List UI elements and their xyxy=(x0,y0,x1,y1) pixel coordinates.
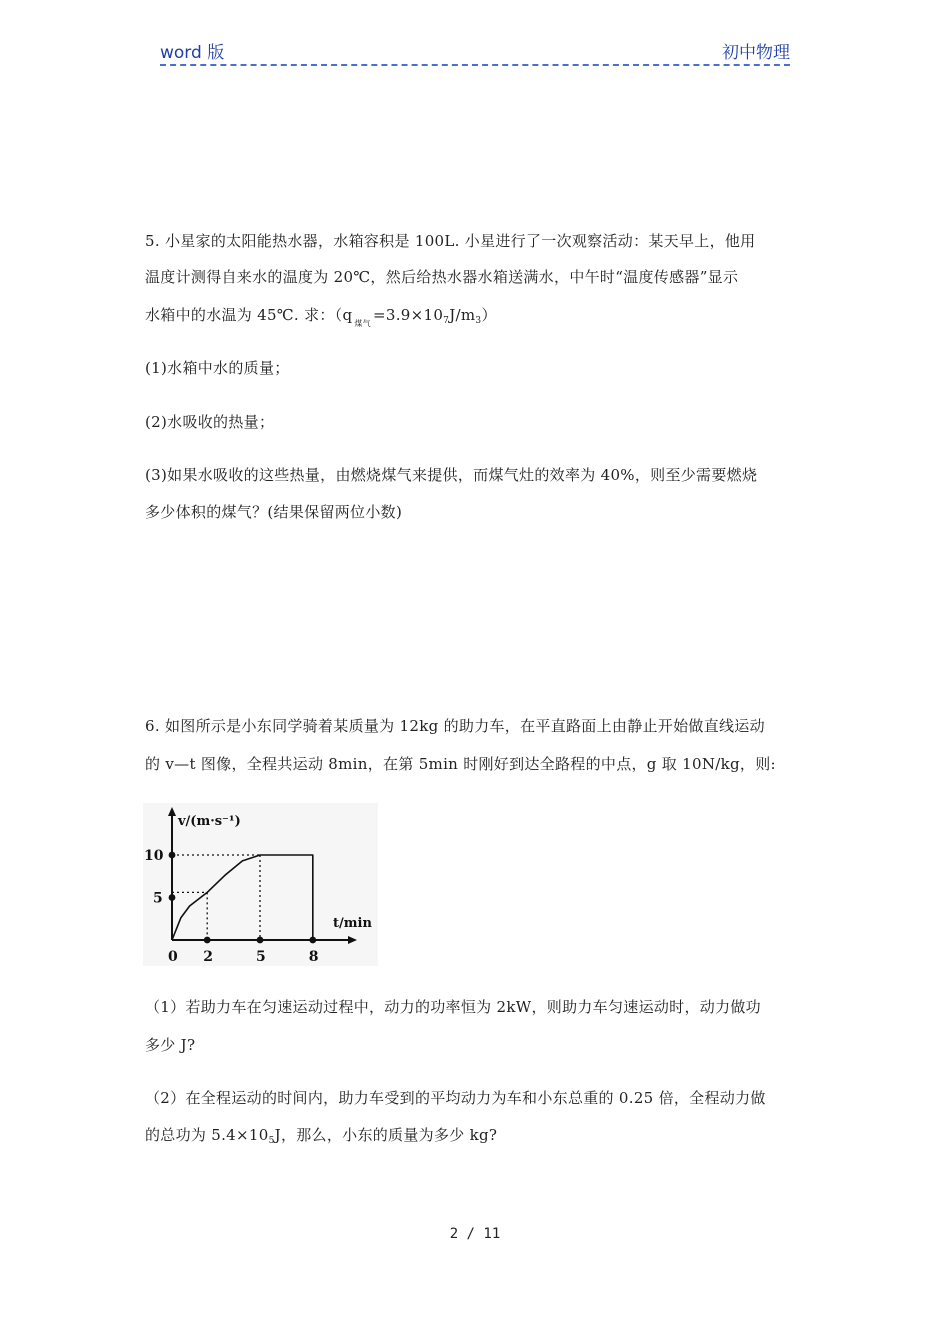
q5-exponent-3: 3 xyxy=(475,316,482,326)
q5-part-1: (1)水箱中水的质量； xyxy=(145,359,290,377)
q6-part-2-line-2-b: J，那么，小东的质量为多少 kg? xyxy=(274,1126,498,1144)
speed-series-line xyxy=(172,855,313,940)
x-tick-label-8: 8 xyxy=(308,949,319,965)
q5-part-3-line-2: 多少体积的煤气？(结果保留两位小数) xyxy=(145,503,403,521)
y-axis-arrow xyxy=(168,807,176,816)
q5-part-3-line-1: (3)如果水吸收的这些热量，由燃烧煤气来提供，而煤气灶的效率为 40%，则至少需要燃烧 xyxy=(145,466,758,484)
q5-part-2: (2)水吸收的热量； xyxy=(145,413,275,431)
q6-part-2-line-1: （2）在全程运动的时间内，助力车受到的平均动力为车和小东总重的 0.25 倍，全程动力做 xyxy=(145,1089,766,1107)
marked-point-3 xyxy=(257,937,264,944)
q6-line-1: 6. 如图所示是小东同学骑着某质量为 12kg 的助力车，在平直路面上由静止开始做直线运动 xyxy=(145,717,765,735)
q5-line-1: 5. 小星家的太阳能热水器，水箱容积是 100L. 小星进行了一次观察活动：某天早上，他用 xyxy=(145,232,756,250)
header-word-version: word 版 xyxy=(160,43,225,63)
marked-point-0 xyxy=(169,894,176,901)
q5-line-2: 温度计测得自来水的温度为 20℃，然后给热水器水箱送满水，中午时“温度传感器”显示 xyxy=(145,268,739,286)
q6-part-1-line-2: 多少 J? xyxy=(145,1036,196,1054)
x-tick-label-0: 0 xyxy=(168,949,178,965)
header-subject: 初中物理 xyxy=(722,43,790,63)
x-axis-label: t/min xyxy=(333,916,372,931)
page-number: 2 / 11 xyxy=(449,1226,501,1242)
page-header xyxy=(160,38,790,66)
q6-exponent-5: 5 xyxy=(268,1136,275,1146)
y-tick-label-10: 10 xyxy=(144,848,164,864)
marked-point-2 xyxy=(204,937,211,944)
marked-point-4 xyxy=(309,937,316,944)
y-axis-label: v/(m·s⁻¹) xyxy=(178,814,241,829)
q5-line-3-d: ） xyxy=(481,306,497,324)
y-tick-label-5: 5 xyxy=(153,890,163,907)
x-tick-label-2: 2 xyxy=(203,949,213,965)
vt-chart-svg xyxy=(143,803,378,966)
vt-chart xyxy=(143,803,378,966)
q6-part-2-line-2-a: 的总功为 5.4×10 xyxy=(145,1126,269,1144)
q6-part-1-line-1: （1）若助力车在匀速运动过程中，动力的功率恒为 2kW，则助力车匀速运动时，动力做功 xyxy=(145,998,761,1016)
q5-line-3-b: =3.9×10 xyxy=(372,306,444,324)
q5-line-3-c: J/m xyxy=(449,306,476,324)
q5-line-3-a: 水箱中的水温为 45℃. 求：（q xyxy=(145,306,353,324)
q6-line-2: 的 v—t 图像，全程共运动 8min，在第 5min 时刚好到达全路程的中点，g 取 10N/kg，则: xyxy=(145,755,776,773)
x-axis-arrow xyxy=(348,936,357,944)
q5-exponent-7: 7 xyxy=(443,316,450,326)
q5-subscript-gas: 煤气 xyxy=(354,319,371,328)
x-tick-label-5: 5 xyxy=(256,949,266,965)
q6-part-2-line-2 xyxy=(145,1125,497,1148)
marked-point-1 xyxy=(169,852,176,859)
q5-line-3 xyxy=(145,305,497,328)
